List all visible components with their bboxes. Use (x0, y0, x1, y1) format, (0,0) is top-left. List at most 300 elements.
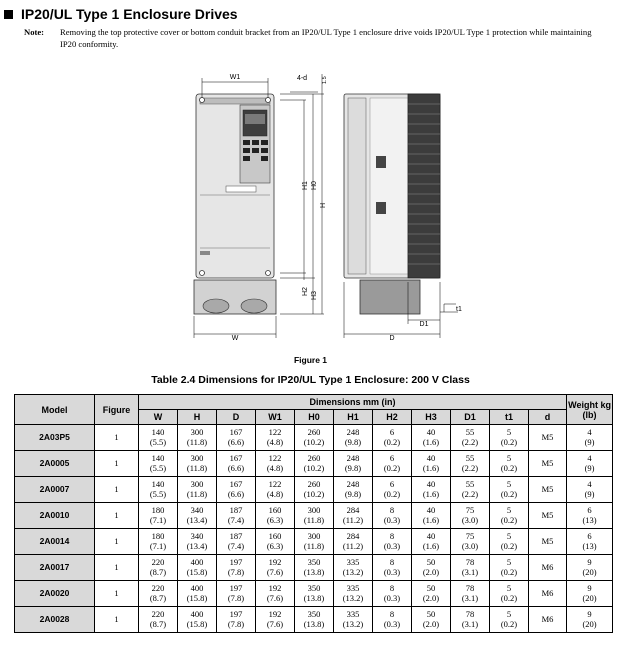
cell-inch-value: (0.3) (383, 592, 401, 603)
cell-value: 40 (426, 426, 436, 437)
cell-inch-value: (13) (582, 540, 597, 551)
cell-value: 180 (151, 530, 165, 541)
cell-value: 400 (190, 582, 204, 593)
cell-w (139, 503, 178, 529)
cell-inch-value: (11.8) (186, 436, 208, 447)
cell-value: 220 (151, 582, 165, 593)
cell-inch-value: (7.1) (149, 540, 167, 551)
cell-value: 122 (268, 478, 282, 489)
cell-h (178, 425, 217, 451)
cell-h3 (412, 451, 451, 477)
cell-d1 (451, 607, 490, 633)
cell-value: 350 (307, 582, 321, 593)
cell-inch-value: (13.8) (303, 566, 325, 577)
cell-h2 (373, 477, 412, 503)
drive-side-view (344, 94, 440, 314)
label-h: H (320, 202, 327, 208)
cell-inch-value: (15.8) (186, 592, 208, 603)
cell-inch-value: (0.3) (383, 566, 401, 577)
cell-inch-value: (1.6) (422, 436, 440, 447)
header-col-h2: H2 (373, 410, 412, 425)
cell-inch-value: (7.6) (266, 618, 284, 629)
cell-inch-value: (2.2) (461, 436, 479, 447)
label-h1: H1 (302, 181, 309, 190)
cell-inch-value: (7.1) (149, 514, 167, 525)
table-row (15, 425, 613, 451)
cell-inch-value: (13) (582, 514, 597, 525)
header-dimensions: Dimensions mm (in) (139, 395, 567, 410)
cell-inch-value: (0.3) (383, 514, 401, 525)
cell-h0 (295, 425, 334, 451)
cell-d1 (451, 425, 490, 451)
cell-d: M6 (529, 555, 567, 581)
cell-value: 197 (229, 556, 243, 567)
cell-t1 (490, 581, 529, 607)
cell-value: 300 (190, 426, 204, 437)
cell-model: 2A0020 (15, 581, 95, 607)
cell-value: 167 (229, 478, 243, 489)
cell-value: 220 (151, 556, 165, 567)
cell-d (217, 477, 256, 503)
cell-t1 (490, 477, 529, 503)
key (243, 140, 250, 145)
cell-inch-value: (6.6) (227, 462, 245, 473)
cell-h2 (373, 503, 412, 529)
cell-inch-value: (0.3) (383, 618, 401, 629)
label-h3: H3 (311, 291, 318, 300)
cell-value: 300 (190, 452, 204, 463)
cell-inch-value: (20) (582, 592, 597, 603)
cell-t1 (490, 503, 529, 529)
cell-inch-value: (11.8) (303, 514, 325, 525)
header-model: Model (15, 395, 95, 425)
cell-value: 5 (506, 582, 512, 593)
cell-w1 (256, 607, 295, 633)
cell-value: 55 (465, 452, 475, 463)
cell-h (178, 607, 217, 633)
cell-value: 260 (307, 478, 321, 489)
figure-caption: Figure 1 (293, 355, 328, 365)
cell-inch-value: (6.6) (227, 488, 245, 499)
cell-inch-value: (13.2) (342, 618, 364, 629)
table-body (15, 425, 613, 633)
cell-value: 122 (268, 452, 282, 463)
cell-h1 (334, 607, 373, 633)
cell-inch-value: (10.2) (303, 462, 325, 473)
cell-d1 (451, 477, 490, 503)
cell-inch-value: (4.8) (266, 462, 284, 473)
cell-value: 340 (190, 530, 204, 541)
cell-inch-value: (11.2) (342, 514, 364, 525)
cell-inch-value: (8.7) (149, 592, 167, 603)
cell-figure: 1 (95, 503, 139, 529)
lcd-screen (245, 114, 265, 124)
cell-inch-value: (0.2) (500, 592, 518, 603)
cell-w1 (256, 529, 295, 555)
cell-h0 (295, 477, 334, 503)
cell-inch-value: (0.3) (383, 540, 401, 551)
header-col-h1: H1 (334, 410, 373, 425)
warning-label (200, 251, 210, 255)
conduit-hole (241, 299, 267, 313)
cell-value: 5 (506, 608, 512, 619)
cell-inch-value: (5.5) (149, 436, 167, 447)
cell-w (139, 425, 178, 451)
header-col-h: H (178, 410, 217, 425)
cell-value: 187 (229, 504, 243, 515)
cell-inch-value: (13.4) (186, 514, 208, 525)
cell-value: 40 (426, 452, 436, 463)
label-d1: D1 (419, 321, 429, 328)
cell-d: M6 (529, 581, 567, 607)
label-d: D (389, 335, 395, 342)
cell-inch-value: (9.8) (344, 436, 362, 447)
key (243, 148, 250, 153)
header-col-h0: H0 (295, 410, 334, 425)
cell-model: 2A0014 (15, 529, 95, 555)
label-1-5: 1.5 (322, 76, 328, 84)
cell-inch-value: (10.2) (303, 488, 325, 499)
cell-value: 160 (268, 530, 282, 541)
cell-inch-value: (0.2) (383, 488, 401, 499)
table-row (15, 581, 613, 607)
cell-w (139, 451, 178, 477)
cell-h0 (295, 503, 334, 529)
cell-inch-value: (7.4) (227, 514, 245, 525)
cell-value: 220 (151, 608, 165, 619)
cell-d (217, 451, 256, 477)
cell-figure: 1 (95, 425, 139, 451)
cell-weight (567, 425, 613, 451)
cell-w (139, 529, 178, 555)
cell-value: 55 (465, 426, 475, 437)
cell-value: 8 (389, 504, 395, 515)
table-row (15, 607, 613, 633)
cell-value: 6 (587, 530, 592, 541)
cell-inch-value: (4.8) (266, 488, 284, 499)
cell-h2 (373, 425, 412, 451)
cell-h3 (412, 581, 451, 607)
header-col-t1: t1 (490, 410, 529, 425)
cell-value: 140 (151, 426, 165, 437)
cell-value: 78 (465, 608, 475, 619)
label-w1: W1 (229, 74, 241, 81)
cell-h3 (412, 477, 451, 503)
cell-inch-value: (10.2) (303, 436, 325, 447)
side-connector (376, 202, 386, 214)
cell-inch-value: (3.1) (461, 618, 479, 629)
cell-value: 400 (190, 608, 204, 619)
cell-weight (567, 581, 613, 607)
cell-w1 (256, 477, 295, 503)
cell-value: 340 (190, 504, 204, 515)
cell-value: 192 (268, 582, 282, 593)
cell-figure: 1 (95, 477, 139, 503)
key (261, 140, 268, 145)
cell-h3 (412, 503, 451, 529)
label-h2: H2 (302, 287, 309, 296)
cell-h0 (295, 581, 334, 607)
cell-value: 260 (307, 426, 321, 437)
cell-value: 50 (426, 582, 436, 593)
cell-value: 167 (229, 426, 243, 437)
cell-figure: 1 (95, 529, 139, 555)
cell-inch-value: (15.8) (186, 566, 208, 577)
cell-inch-value: (13.2) (342, 592, 364, 603)
cell-w (139, 581, 178, 607)
cell-w1 (256, 451, 295, 477)
cell-inch-value: (13.4) (186, 540, 208, 551)
mount-hole (200, 98, 205, 103)
cell-d: M5 (529, 425, 567, 451)
cell-value: 167 (229, 452, 243, 463)
cell-h3 (412, 555, 451, 581)
cell-inch-value: (9.8) (344, 488, 362, 499)
cell-model: 2A0005 (15, 451, 95, 477)
cell-w (139, 555, 178, 581)
cell-value: 300 (190, 478, 204, 489)
nameplate (226, 186, 256, 192)
cell-value: 180 (151, 504, 165, 515)
key (261, 148, 268, 153)
conduit-hole (203, 299, 229, 313)
cell-inch-value: (1.6) (422, 540, 440, 551)
cell-value: 75 (465, 504, 475, 515)
cell-inch-value: (1.6) (422, 462, 440, 473)
cell-weight (567, 529, 613, 555)
cell-model: 2A03P5 (15, 425, 95, 451)
label-h0: H0 (311, 181, 318, 190)
cell-inch-value: (6.3) (266, 540, 284, 551)
cell-value: 248 (346, 478, 360, 489)
cell-d1 (451, 581, 490, 607)
cell-value: 335 (346, 608, 360, 619)
cell-h2 (373, 555, 412, 581)
table-row (15, 451, 613, 477)
cell-inch-value: (11.8) (303, 540, 325, 551)
cell-value: 248 (346, 452, 360, 463)
cell-h (178, 451, 217, 477)
cell-value: 140 (151, 478, 165, 489)
cell-w (139, 607, 178, 633)
cell-value: 9 (587, 556, 592, 567)
cell-value: 8 (389, 556, 395, 567)
cell-weight (567, 503, 613, 529)
cell-inch-value: (13.8) (303, 618, 325, 629)
cell-t1 (490, 425, 529, 451)
cell-h (178, 555, 217, 581)
cell-value: 9 (587, 582, 592, 593)
side-conduit-bracket (360, 280, 420, 314)
cell-inch-value: (5.5) (149, 488, 167, 499)
table-title: Table 2.4 Dimensions for IP20/UL Type 1 Enclosure: 200 V Class (151, 374, 470, 386)
header-col-d: D (217, 410, 256, 425)
cell-inch-value: (7.8) (227, 592, 245, 603)
cell-h1 (334, 477, 373, 503)
note (24, 26, 604, 50)
cell-h2 (373, 451, 412, 477)
cell-value: 75 (465, 530, 475, 541)
cell-value: 50 (426, 608, 436, 619)
cell-figure: 1 (95, 555, 139, 581)
cell-d (217, 607, 256, 633)
cell-h2 (373, 529, 412, 555)
cell-h (178, 503, 217, 529)
cell-d: M5 (529, 529, 567, 555)
key (243, 156, 250, 161)
cell-inch-value: (3.1) (461, 566, 479, 577)
cell-value: 122 (268, 426, 282, 437)
cell-inch-value: (2.0) (422, 592, 440, 603)
cell-figure: 1 (95, 451, 139, 477)
cell-inch-value: (11.2) (342, 540, 364, 551)
cell-inch-value: (13.2) (342, 566, 364, 577)
cell-d (217, 581, 256, 607)
section-heading (4, 6, 238, 22)
header-col-w1: W1 (256, 410, 295, 425)
cell-h1 (334, 425, 373, 451)
cell-inch-value: (3.0) (461, 514, 479, 525)
cell-value: 40 (426, 504, 436, 515)
cell-inch-value: (7.8) (227, 618, 245, 629)
header-col-w: W (139, 410, 178, 425)
header-figure: Figure (95, 395, 139, 425)
cell-h0 (295, 451, 334, 477)
bullet-square-icon (4, 10, 13, 19)
cell-value: 6 (587, 504, 592, 515)
cell-value: 350 (307, 556, 321, 567)
cell-inch-value: (9.8) (344, 462, 362, 473)
side-front-cover (348, 98, 366, 274)
table-row (15, 529, 613, 555)
cell-value: 400 (190, 556, 204, 567)
cell-inch-value: (20) (582, 566, 597, 577)
cell-value: 4 (587, 478, 592, 489)
cell-inch-value: (0.2) (500, 566, 518, 577)
cell-inch-value: (9) (584, 436, 595, 447)
cell-value: 284 (346, 530, 360, 541)
cell-inch-value: (7.8) (227, 566, 245, 577)
cell-h3 (412, 425, 451, 451)
cell-inch-value: (2.0) (422, 618, 440, 629)
cell-h (178, 477, 217, 503)
cell-figure: 1 (95, 581, 139, 607)
cell-inch-value: (0.2) (500, 514, 518, 525)
cell-inch-value: (1.6) (422, 488, 440, 499)
dimensions-table (14, 394, 613, 633)
cell-value: 78 (465, 556, 475, 567)
cell-inch-value: (6.6) (227, 436, 245, 447)
key (261, 156, 268, 161)
cell-h1 (334, 555, 373, 581)
cell-weight (567, 607, 613, 633)
cell-value: 5 (506, 556, 512, 567)
cell-inch-value: (0.2) (500, 462, 518, 473)
cell-weight (567, 451, 613, 477)
cell-inch-value: (7.6) (266, 592, 284, 603)
cell-model: 2A0010 (15, 503, 95, 529)
header-col-d: d (529, 410, 567, 425)
cell-inch-value: (0.2) (500, 540, 518, 551)
cell-d1 (451, 451, 490, 477)
label-t1: t1 (456, 306, 462, 313)
cell-model: 2A0028 (15, 607, 95, 633)
cell-inch-value: (8.7) (149, 566, 167, 577)
cell-value: 5 (506, 452, 512, 463)
heatsink (408, 94, 440, 278)
cell-value: 40 (426, 478, 436, 489)
cell-value: 5 (506, 504, 512, 515)
cell-figure: 1 (95, 607, 139, 633)
cell-w1 (256, 555, 295, 581)
cell-h (178, 581, 217, 607)
cell-value: 335 (346, 582, 360, 593)
cell-value: 8 (389, 608, 395, 619)
cell-w (139, 477, 178, 503)
cell-inch-value: (0.2) (383, 462, 401, 473)
cell-t1 (490, 607, 529, 633)
side-connector (376, 156, 386, 168)
cell-inch-value: (9) (584, 462, 595, 473)
cell-value: 78 (465, 582, 475, 593)
cell-value: 335 (346, 556, 360, 567)
cell-value: 4 (587, 452, 592, 463)
cell-value: 350 (307, 608, 321, 619)
cell-value: 5 (506, 478, 512, 489)
cell-h0 (295, 555, 334, 581)
cell-d (217, 503, 256, 529)
cell-w1 (256, 503, 295, 529)
header-col-d1: D1 (451, 410, 490, 425)
cell-value: 6 (389, 426, 395, 437)
cell-d (217, 555, 256, 581)
label-w: W (231, 335, 239, 342)
note-label: Note: (24, 27, 45, 37)
cell-inch-value: (2.2) (461, 462, 479, 473)
cell-value: 9 (587, 608, 592, 619)
label-4d: 4-d (296, 75, 308, 82)
cell-d (217, 425, 256, 451)
cell-value: 248 (346, 426, 360, 437)
cell-inch-value: (20) (582, 618, 597, 629)
cell-inch-value: (0.2) (383, 436, 401, 447)
cell-d: M6 (529, 607, 567, 633)
cell-d: M5 (529, 451, 567, 477)
cell-value: 260 (307, 452, 321, 463)
cell-value: 8 (389, 582, 395, 593)
cell-h3 (412, 529, 451, 555)
note-text: Removing the top protective cover or bottom conduit bracket from an IP20/UL Type 1 enclosure drive voids IP20/UL Type 1 protection while maintaining IP20 conformity. (60, 27, 592, 49)
cell-model: 2A0017 (15, 555, 95, 581)
cell-value: 6 (389, 478, 395, 489)
cell-t1 (490, 451, 529, 477)
cell-h (178, 529, 217, 555)
cell-h3 (412, 607, 451, 633)
cell-value: 192 (268, 556, 282, 567)
cell-h2 (373, 581, 412, 607)
cell-value: 50 (426, 556, 436, 567)
cell-value: 300 (307, 530, 321, 541)
cell-value: 6 (389, 452, 395, 463)
cell-w1 (256, 581, 295, 607)
cell-d1 (451, 555, 490, 581)
cell-h1 (334, 529, 373, 555)
cell-model: 2A0007 (15, 477, 95, 503)
cell-d: M5 (529, 503, 567, 529)
cell-d1 (451, 529, 490, 555)
header-col-h3: H3 (412, 410, 451, 425)
cell-value: 300 (307, 504, 321, 515)
